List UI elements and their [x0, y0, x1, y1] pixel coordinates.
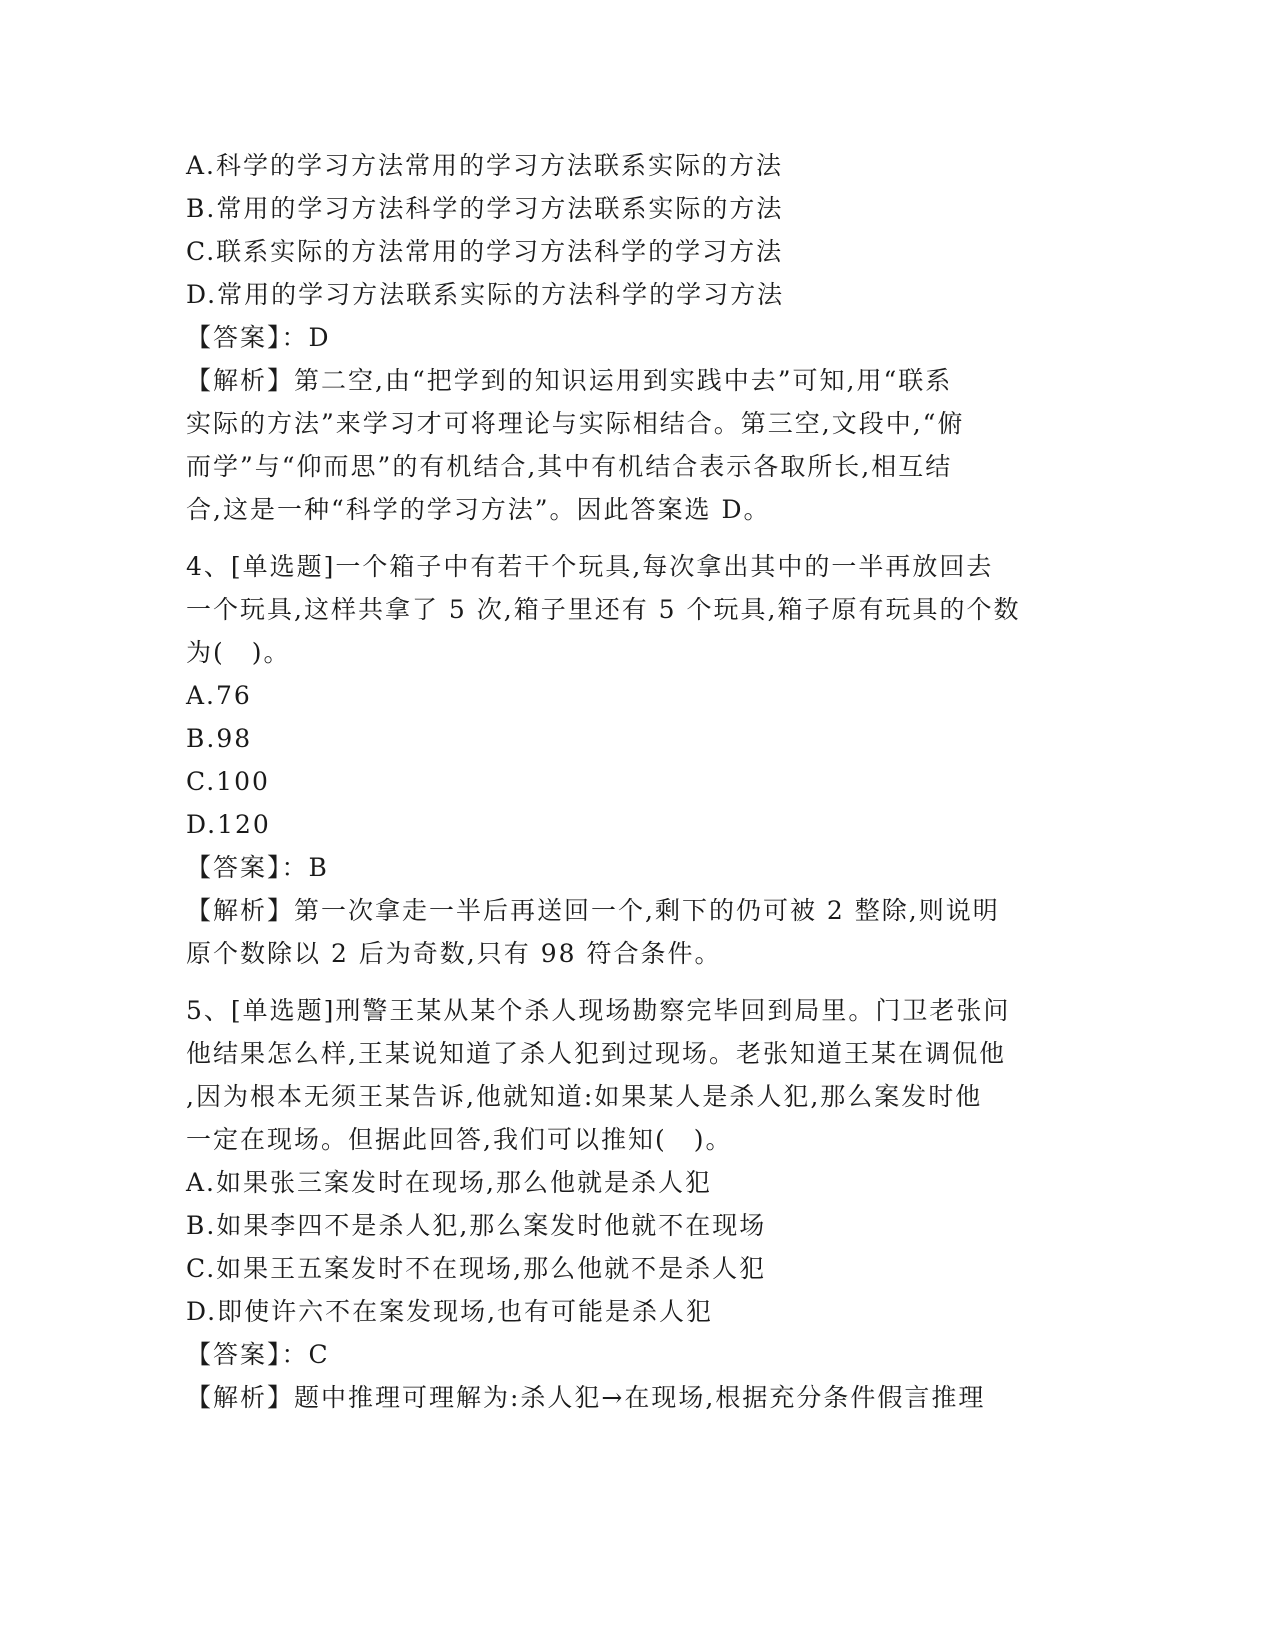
q5-stem-line: 他结果怎么样,王某说知道了杀人犯到过现场。老张知道王某在调侃他 [186, 1039, 1006, 1068]
q4-option-d: D.120 [186, 810, 271, 839]
q4-option-c: C.100 [186, 767, 270, 796]
q4-answer: 【答案】：B [186, 853, 329, 882]
question-spacer [186, 531, 1066, 545]
question-5-options [186, 1161, 1066, 1333]
q3-option-a: A.科学的学习方法常用的学习方法联系实际的方法 [186, 151, 784, 180]
q3-option-d: D.常用的学习方法联系实际的方法科学的学习方法 [186, 280, 785, 309]
q5-answer: 【答案】：C [186, 1340, 330, 1369]
q3-analysis-line: 合,这是一种“科学的学习方法”。因此答案选 D。 [186, 495, 771, 524]
question-4-stem [186, 545, 1066, 674]
q5-stem-line: 5、[单选题]刑警王某从某个杀人现场勘察完毕回到局里。门卫老张问 [186, 996, 1011, 1025]
q4-stem-line: 4、[单选题]一个箱子中有若干个玩具,每次拿出其中的一半再放回去 [186, 552, 994, 581]
q5-option-b: B.如果李四不是杀人犯,那么案发时他就不在现场 [186, 1211, 767, 1240]
q4-analysis [186, 889, 1066, 975]
q3-analysis-line: 实际的方法”来学习才可将理论与实际相结合。第三空,文段中,“俯 [186, 409, 965, 438]
q4-option-a: A.76 [186, 681, 252, 710]
q3-answer: 【答案】：D [186, 323, 331, 352]
question-4-options [186, 674, 1066, 846]
q4-stem-line: 一个玩具,这样共拿了 5 次,箱子里还有 5 个玩具,箱子原有玩具的个数 [186, 595, 1021, 624]
q4-analysis-line: 【解析】第一次拿走一半后再送回一个,剩下的仍可被 2 整除,则说明 [186, 896, 1000, 925]
q3-analysis-line: 【解析】第二空,由“把学到的知识运用到实践中去”可知,用“联系 [186, 366, 953, 395]
q5-stem-line: ,因为根本无须王某告诉,他就知道:如果某人是杀人犯,那么案发时他 [186, 1082, 983, 1111]
question-spacer [186, 975, 1066, 989]
q5-option-a: A.如果张三案发时在现场,那么他就是杀人犯 [186, 1168, 712, 1197]
q4-option-b: B.98 [186, 724, 253, 753]
q3-analysis [186, 359, 1066, 531]
q5-analysis-line: 【解析】题中推理可理解为:杀人犯→在现场,根据充分条件假言推理 [186, 1383, 986, 1412]
q3-option-b: B.常用的学习方法科学的学习方法联系实际的方法 [186, 194, 784, 223]
q3-analysis-line: 而学”与“仰而思”的有机结合,其中有机结合表示各取所长,相互结 [186, 452, 953, 481]
q3-option-c: C.联系实际的方法常用的学习方法科学的学习方法 [186, 237, 784, 266]
q4-stem-line: 为( )。 [186, 638, 291, 667]
q5-analysis [186, 1376, 1066, 1419]
document-content [186, 144, 1066, 1419]
q5-option-c: C.如果王五案发时不在现场,那么他就不是杀人犯 [186, 1254, 767, 1283]
q4-analysis-line: 原个数除以 2 后为奇数,只有 98 符合条件。 [186, 939, 722, 968]
question-3-options [186, 144, 1066, 316]
question-5-stem [186, 989, 1066, 1161]
q5-option-d: D.即使许六不在案发现场,也有可能是杀人犯 [186, 1297, 714, 1326]
q5-stem-line: 一定在现场。但据此回答,我们可以推知( )。 [186, 1125, 733, 1154]
